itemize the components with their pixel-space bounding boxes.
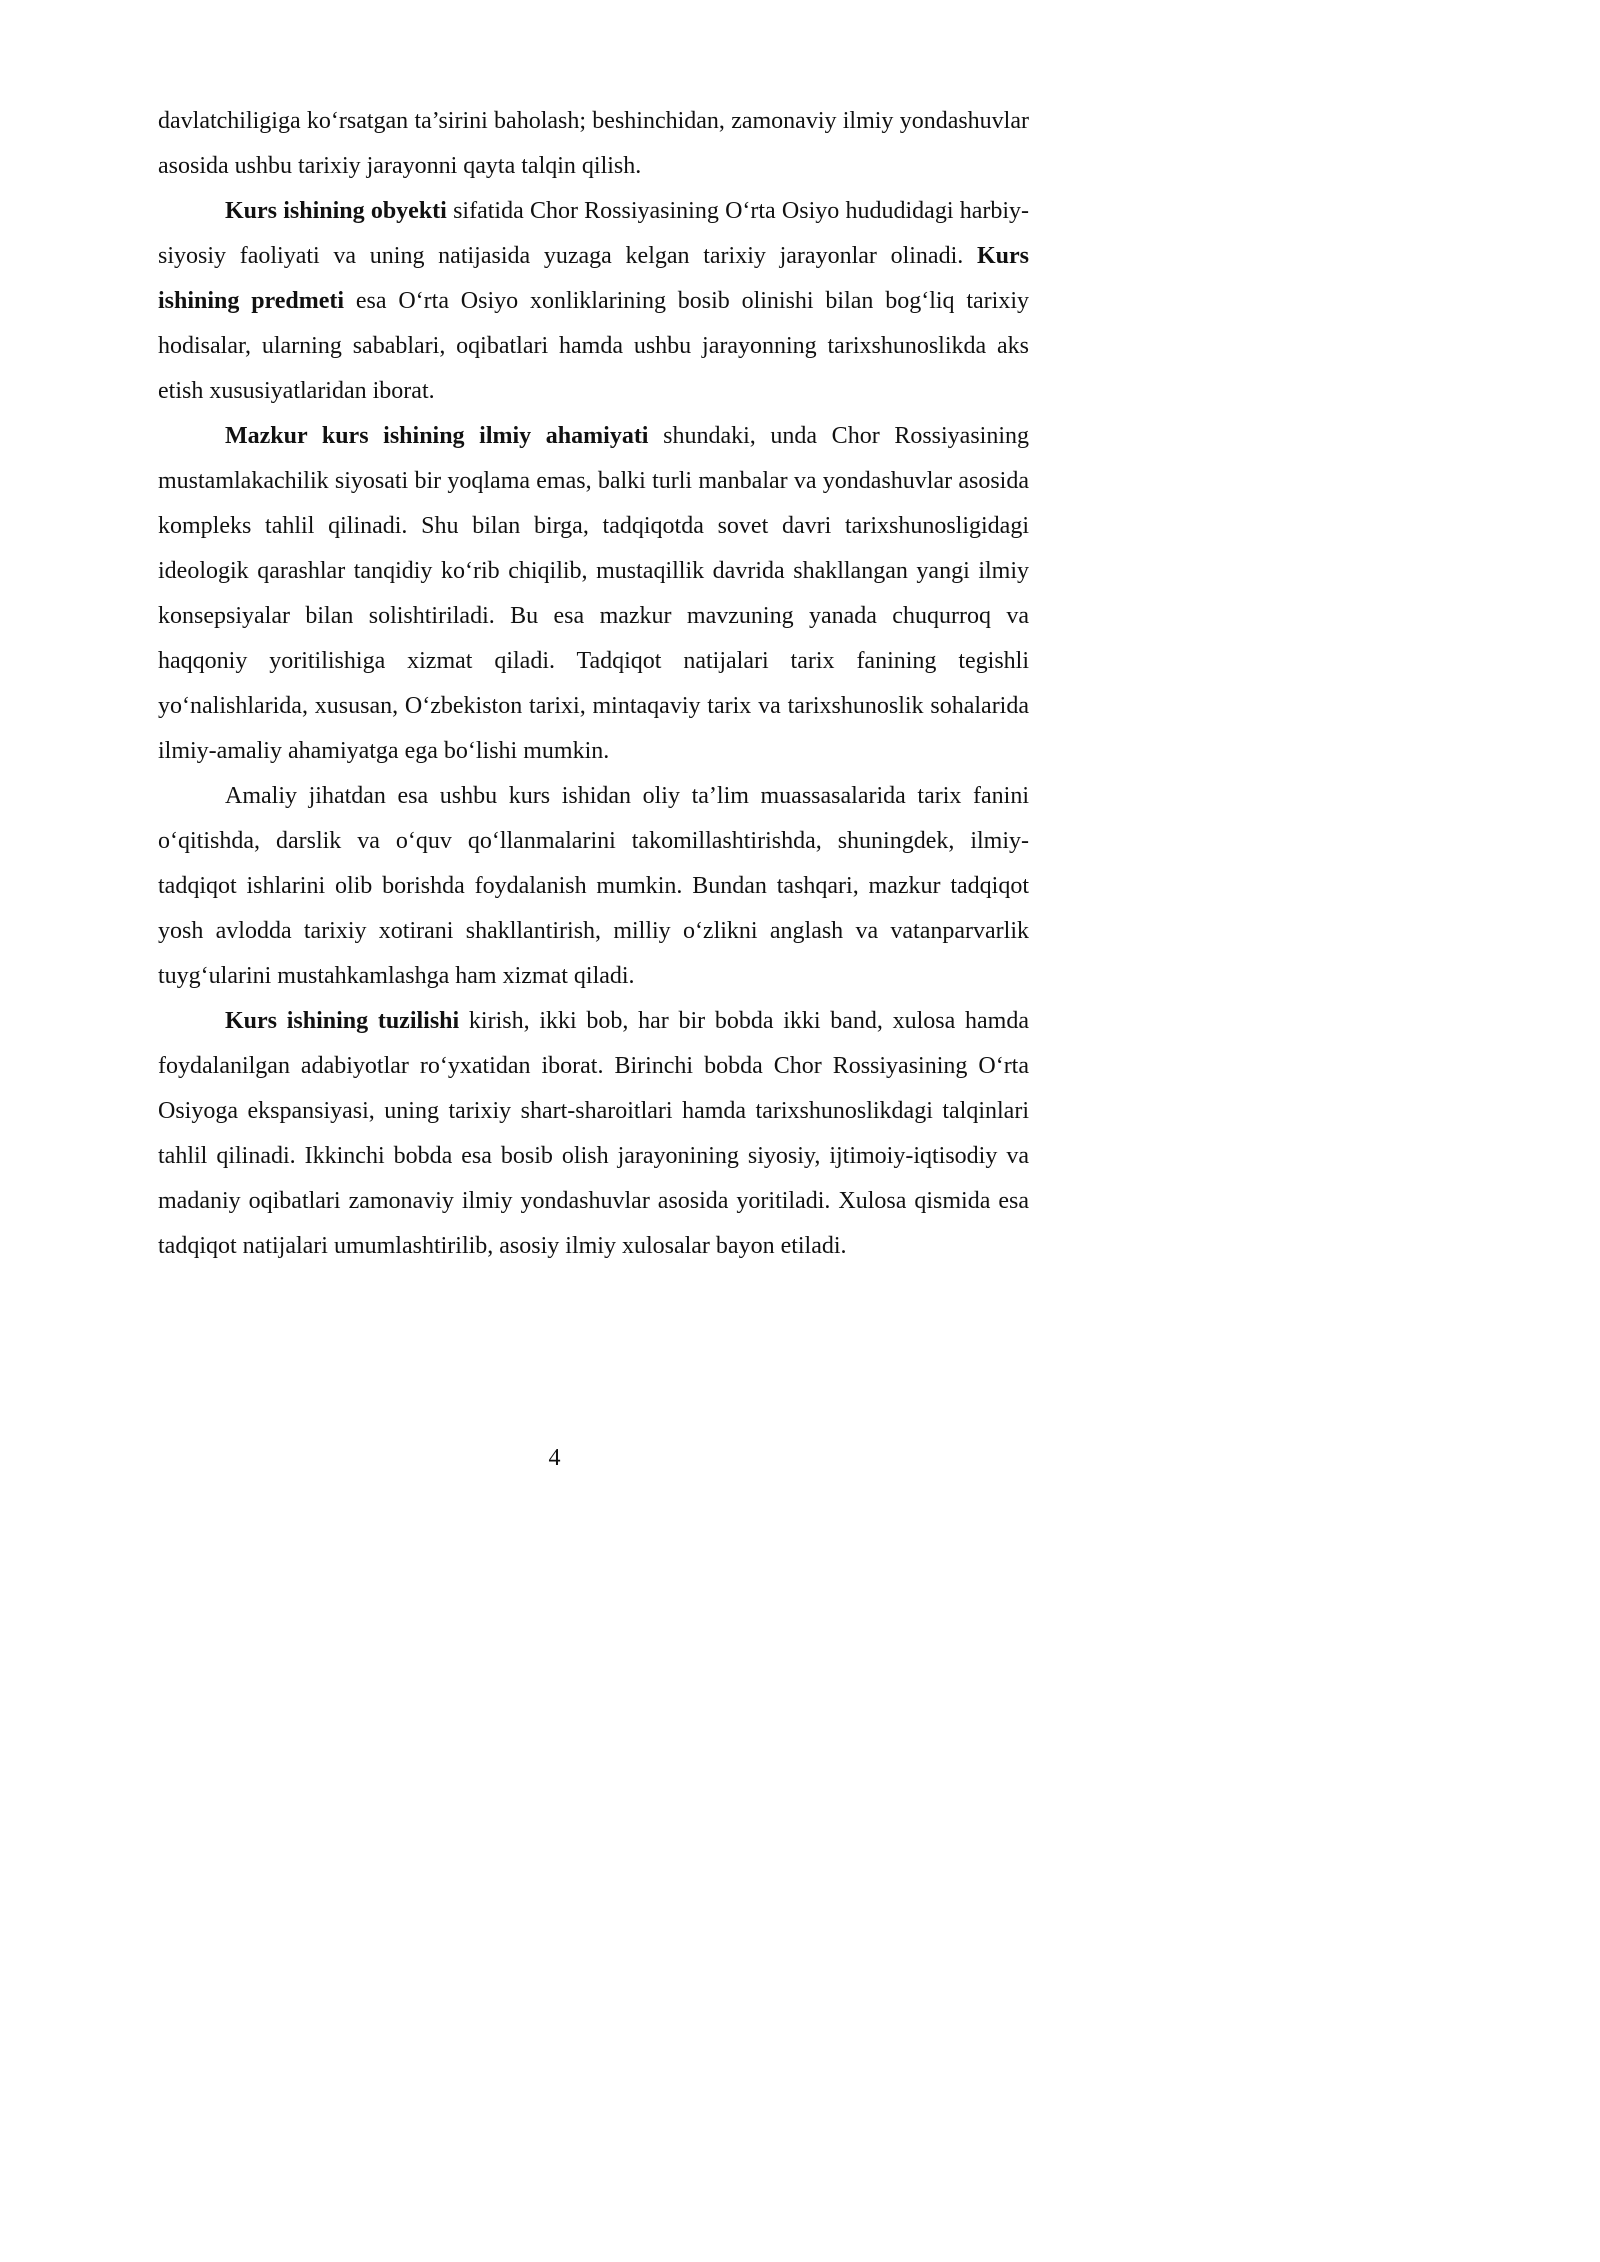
paragraph-practical-significance xyxy=(158,774,1029,999)
paragraph-continuation xyxy=(158,99,1029,189)
paragraph-text: davlatchiligiga ko‘rsatgan ta’sirini baholash; beshinchidan, zamonaviy ilmiy yondashuvlar asosida ushbu tarixiy jarayonni qayta talqin qilish. xyxy=(158,108,1029,179)
paragraph-scientific-significance xyxy=(158,414,1029,774)
term-object: Kurs ishining obyekti xyxy=(225,198,447,224)
document-page xyxy=(0,0,1109,1568)
paragraph-text: shundaki, unda Chor Rossiyasining mustamlakachilik siyosati bir yoqlama emas, balki turli manbalar va yondashuvlar asosida kompleks tahlil qilinadi. Shu bilan birga, tadqiqotda sovet davri tarixshunosligidagi ideologik qarashlar tanqidiy ko‘rib chiqilib, mustaqillik davrida shakllangan yangi ilmiy konsepsiyalar bilan solishtiriladi. Bu esa mazkur mavzuning yanada chuqurroq va haqqoniy yoritilishiga xizmat qiladi. Tadqiqot natijalari tarix fanining tegishli yo‘nalishlarida, xususan, O‘zbekiston tarixi, mintaqaviy tarix va tarixshunoslik sohalarida ilmiy-amaliy ahamiyatga ega bo‘lishi mumkin. xyxy=(158,423,1029,764)
paragraph-text: sifatida Chor Rossiyasining O‘rta Osiyo hududidagi harbiy-siyosiy faoliyati va uning natijasida yuzaga kelgan tarixiy jarayonlar olinadi. xyxy=(158,198,1030,269)
body-text xyxy=(158,99,1029,1269)
term-subject: Kurs ishining predmeti xyxy=(158,243,1029,314)
paragraph-text: Amaliy jihatdan esa ushbu kurs ishidan oliy ta’lim muassasalarida tarix fanini o‘qitishda, darslik va o‘quv qo‘llanmalarini takomillashtirishda, shuningdek, ilmiy-tadqiqot ishlarini olib borishda foydalanish mumkin. Bundan tashqari, mazkur tadqiqot yosh avlodda tarixiy xotirani shakllantirish, milliy o‘zlikni anglash va vatanparvarlik tuyg‘ularini mustahkamlashga ham xizmat qiladi. xyxy=(158,783,1029,989)
paragraph-object-subject xyxy=(158,189,1029,414)
term-structure: Kurs ishining tuzilishi xyxy=(225,1008,460,1034)
page-number: 4 xyxy=(548,1445,561,1471)
paragraph-structure xyxy=(158,999,1029,1269)
term-scientific-significance: Mazkur kurs ishining ilmiy ahamiyati xyxy=(225,423,649,449)
paragraph-text: esa O‘rta Osiyo xonliklarining bosib olinishi bilan bog‘liq tarixiy hodisalar, ularning sabablari, oqibatlari hamda ushbu jarayonning tarixshunoslikda aks etish xususiyatlaridan iborat. xyxy=(158,288,1029,404)
paragraph-text: kirish, ikki bob, har bir bobda ikki band, xulosa hamda foydalanilgan adabiyotlar ro‘yxatidan iborat. Birinchi bobda Chor Rossiyasining O‘rta Osiyoga ekspansiyasi, uning tarixiy shart-sharoitlari hamda tarixshunoslikdagi talqinlari tahlil qilinadi. Ikkinchi bobda esa bosib olish jarayonining siyosiy, ijtimoiy-iqtisodiy va madaniy oqibatlari zamonaviy ilmiy yondashuvlar asosida yoritiladi. Xulosa qismida esa tadqiqot natijalari umumlashtirilib, asosiy ilmiy xulosalar bayon etiladi. xyxy=(158,1008,1029,1259)
